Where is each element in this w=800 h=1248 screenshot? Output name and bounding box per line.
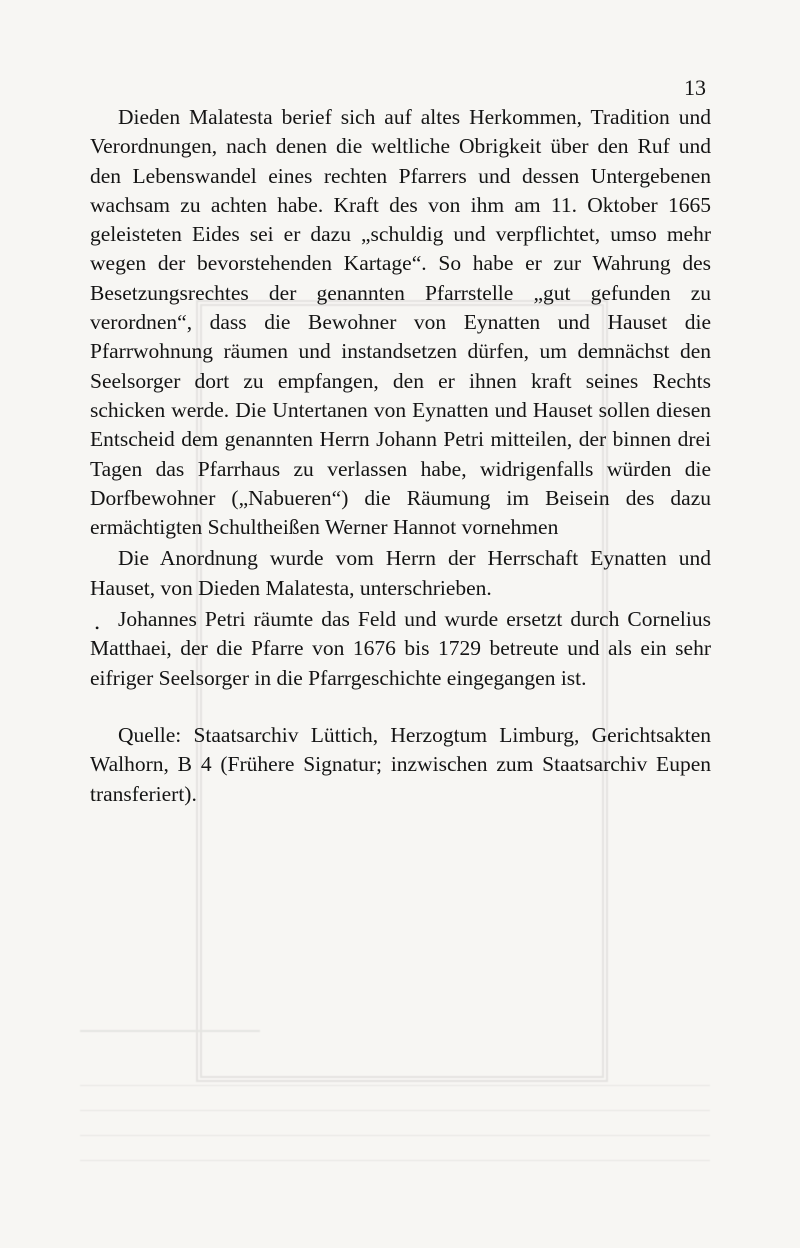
body-text bbox=[90, 103, 711, 809]
source-note: Quelle: Staatsarchiv Lüttich, Herzogtum Limburg, Gerichtsakten Walhorn, B 4 (Frühere Signatur; inzwischen zum Staatsarchiv Eupen transferiert). bbox=[90, 722, 711, 806]
bleed-through-rule bbox=[80, 1030, 260, 1032]
paragraph: Johannes Petri räumte das Feld und wurde ersetzt durch Cornelius Matthaei, der die Pfarre von 1676 bis 1729 betreute und als ein sehr eifriger Seelsorger in die Pfarrgeschichte eingegangen ist. bbox=[90, 607, 711, 690]
paragraph: Dieden Malatesta berief sich auf altes Herkommen, Tradition und Verordnungen, nach denen die weltliche Obrigkeit über den Ruf und den Lebenswandel eines rechten Pfarrers und dessen Untergebenen wachsam zu achten habe. Kraft des von ihm am 11. Oktober 1665 geleisteten Eides sei er dazu „schuldig und verpflichtet, umso mehr wegen der bevorstehenden Kartage“. So habe er zur Wahrung des Besetzungsrechtes der genannten Pfarrstelle „gut gefunden zu verordnen“, dass die Bewohner von Eynatten und Hauset die Pfarrwohnung räumen und instandsetzen dürfen, um demnächst den Seelsorger dort zu empfangen, den er ihnen kraft seines Rechts schicken werde. Die Untertanen von Eynatten und Hauset sollen diesen Entscheid dem genannten Herrn Johann Petri mitteilen, der binnen drei Tagen das Pfarrhaus zu verlassen habe, widrigenfalls würden die Dorfbewohner („Nabueren“) die Räumung im Beisein des dazu ermächtigten Schultheißen Werner Hannot vornehmen bbox=[90, 105, 711, 540]
bleed-through-rule bbox=[80, 1160, 710, 1161]
bleed-through-rule bbox=[80, 1135, 710, 1136]
bleed-through-rule bbox=[80, 1085, 710, 1086]
stray-ink-mark: • bbox=[95, 621, 100, 635]
paragraph: Die Anordnung wurde vom Herrn der Herrschaft Eynatten und Hauset, von Dieden Malatesta, unterschrieben. bbox=[90, 546, 711, 600]
page-number: 13 bbox=[684, 75, 706, 100]
bleed-through-rule bbox=[80, 1110, 710, 1111]
